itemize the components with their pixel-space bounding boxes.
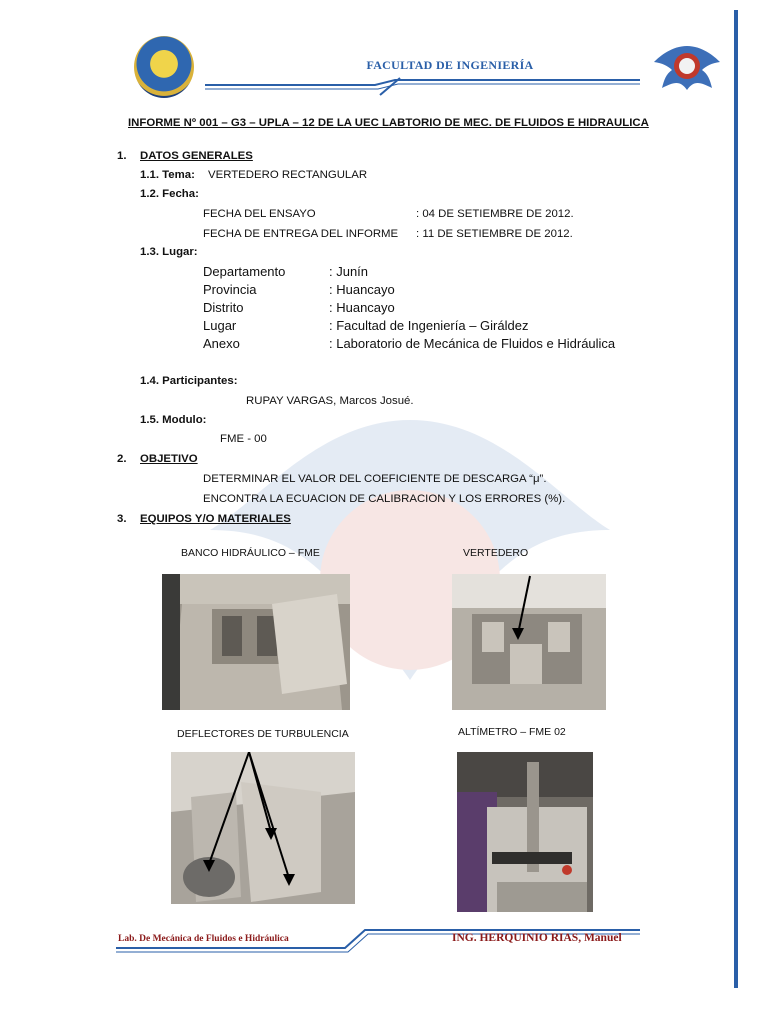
section-2-number: 2. <box>117 453 127 465</box>
photo-caption: ALTÍMETRO – FME 02 <box>458 726 566 738</box>
lugar-row-key: Provincia <box>203 282 257 297</box>
photo-vertedero <box>452 574 606 710</box>
faculty-logo <box>652 36 722 96</box>
section-3-heading: EQUIPOS Y/O MATERIALES <box>140 513 291 525</box>
lugar-row-value: : Facultad de Ingeniería – Giráldez <box>329 318 529 333</box>
objetivo-line: ENCONTRA LA ECUACION DE CALIBRACION Y LOS ERRORES (%). <box>203 493 566 505</box>
fecha-row-key: FECHA DE ENTREGA DEL INFORME <box>203 228 399 240</box>
section-1-number: 1. <box>117 150 127 162</box>
modulo-label: 1.5. Modulo: <box>140 414 207 426</box>
footer-lab-name: Lab. De Mecánica de Fluidos e Hidráulica <box>118 934 289 944</box>
footer-decoration <box>0 920 768 960</box>
participantes-label: 1.4. Participantes: <box>140 375 238 387</box>
lugar-row-value: : Junín <box>329 264 369 279</box>
faculty-title: FACULTAD DE INGENIERÍA <box>366 58 534 72</box>
page-border <box>734 10 738 988</box>
photo-caption: BANCO HIDRÁULICO – FME <box>181 547 320 559</box>
section-3-number: 3. <box>117 513 127 525</box>
report-title: INFORME Nº 001 – G3 – UPLA – 12 DE LA UEC LABTORIO DE MEC. DE FLUIDOS E HIDRAULICA <box>128 117 649 129</box>
lugar-label: 1.3. Lugar: <box>140 246 198 258</box>
university-logo <box>134 36 194 98</box>
modulo-value: FME - 00 <box>220 433 267 445</box>
fecha-row-key: FECHA DEL ENSAYO <box>203 208 316 220</box>
participantes-value: RUPAY VARGAS, Marcos Josué. <box>246 395 414 407</box>
lugar-row-key: Departamento <box>203 264 286 279</box>
lugar-row-key: Anexo <box>203 336 240 351</box>
lugar-row-value: : Laboratorio de Mecánica de Fluidos e Hidráulica <box>329 336 616 351</box>
fecha-row-value: : 04 DE SETIEMBRE DE 2012. <box>416 208 574 220</box>
photo-altimetro <box>457 752 593 912</box>
lugar-row-key: Distrito <box>203 300 244 315</box>
lugar-row-value: : Huancayo <box>329 282 395 297</box>
photo-caption: VERTEDERO <box>463 547 529 559</box>
photo-banco-hidraulico <box>162 574 350 710</box>
lugar-row-key: Lugar <box>203 318 237 333</box>
fecha-label: 1.2. Fecha: <box>140 188 199 200</box>
photo-caption: DEFLECTORES DE TURBULENCIA <box>177 728 349 740</box>
tema-value: VERTEDERO RECTANGULAR <box>208 169 368 181</box>
photo-deflectores <box>171 752 355 904</box>
tema-label: 1.1. Tema: <box>140 169 195 181</box>
section-1-heading: DATOS GENERALES <box>140 150 253 162</box>
objetivo-line: DETERMINAR EL VALOR DEL COEFICIENTE DE DESCARGA “μ”. <box>203 473 547 485</box>
footer-instructor: ING. HERQUINIO RIAS, Manuel <box>452 932 622 944</box>
lugar-row-value: : Huancayo <box>329 300 395 315</box>
fecha-row-value: : 11 DE SETIEMBRE DE 2012. <box>416 228 573 240</box>
section-2-heading: OBJETIVO <box>140 453 198 465</box>
